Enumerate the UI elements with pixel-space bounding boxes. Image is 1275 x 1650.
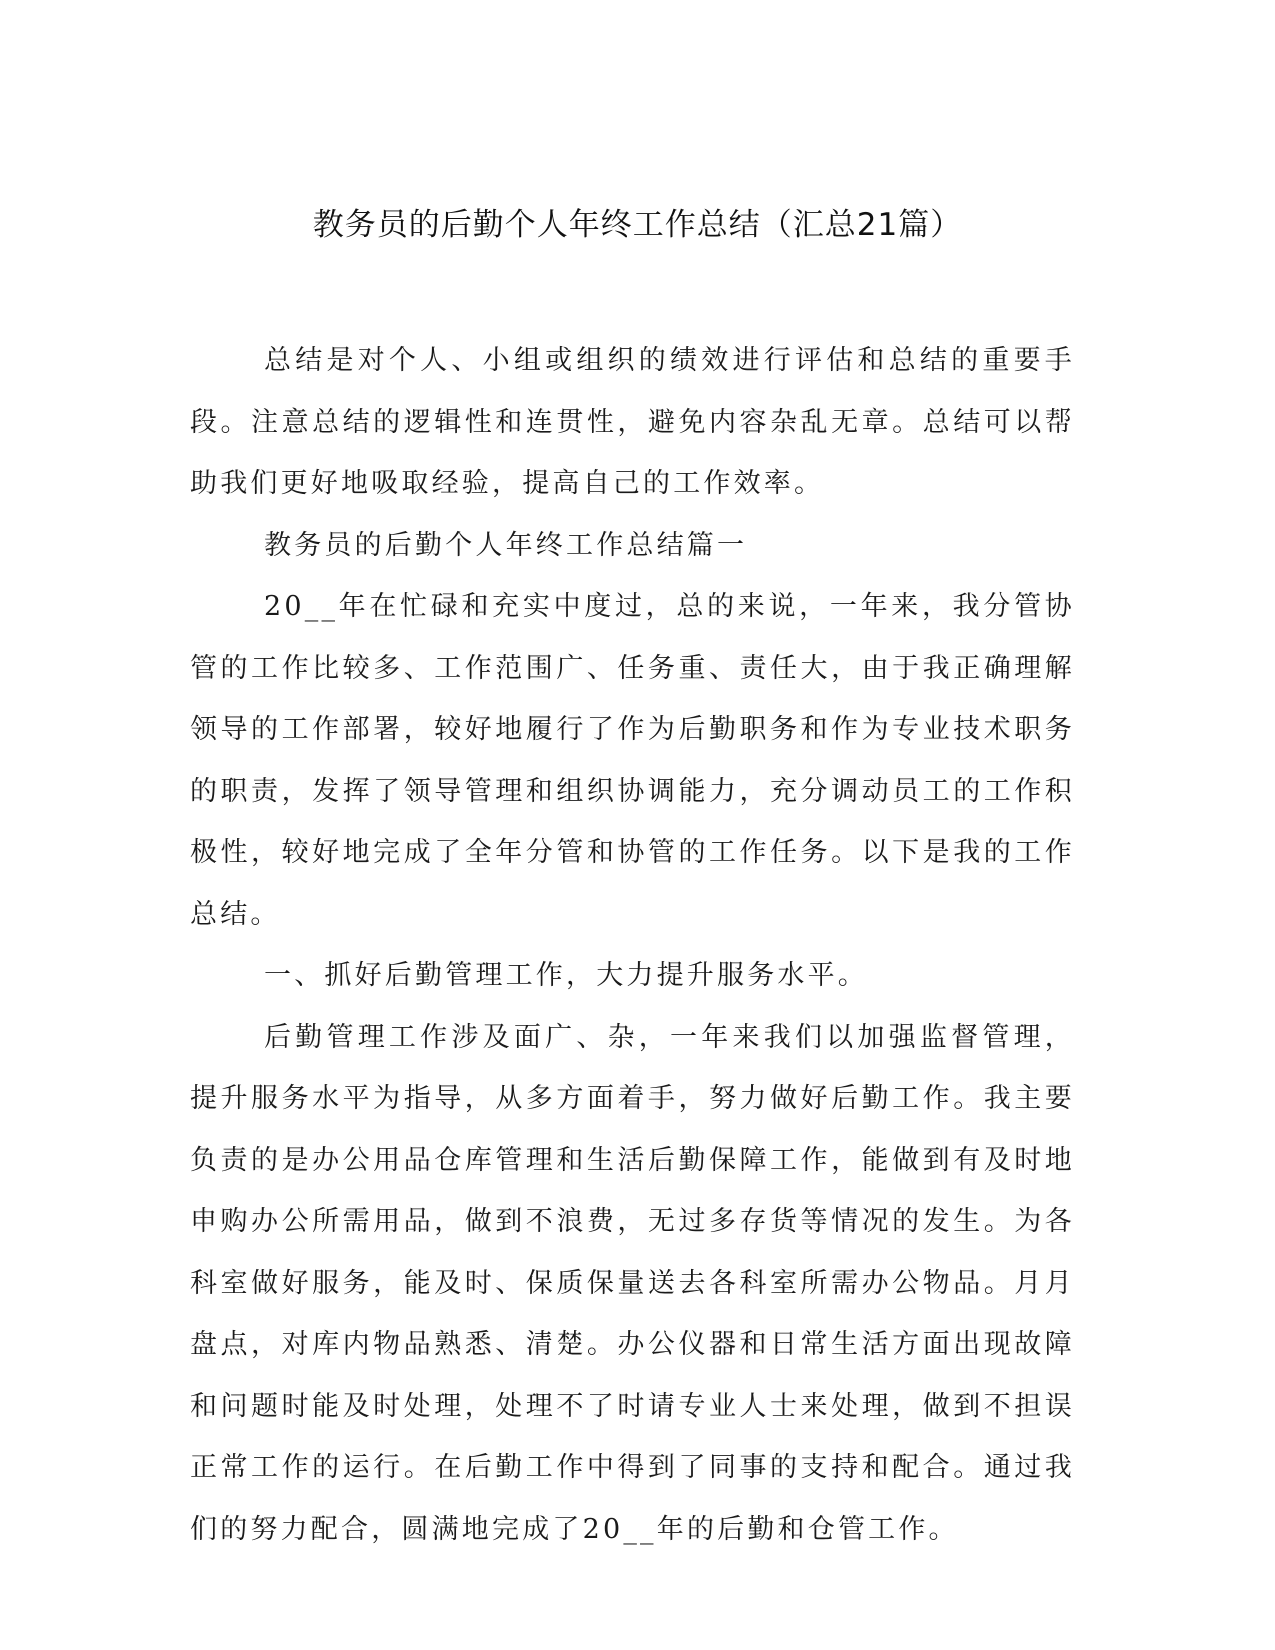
subsection-heading: 一、抓好后勤管理工作，大力提升服务水平。 <box>264 960 868 991</box>
section-heading: 教务员的后勤个人年终工作总结篇一 <box>264 529 748 561</box>
paragraph-overview: 20__年在忙碌和充实中度过，总的来说，一年来，我分管协管的工作比较多、工作范围广、任务重、责任大，由于我正确理解领导的工作部署，较好地履行了作为后勤职务和作为专业技术职务的职责，发挥了领导管理和组织协调能力，充分调动员工的工作积极性，较好地完成了全年分管和协管的工作任务。以下是我的工作总结。 <box>190 591 1075 930</box>
paragraph-details: 后勤管理工作涉及面广、杂，一年来我们以加强监督管理，提升服务水平为指导，从多方面着手，努力做好后勤工作。我主要负责的是办公用品仓库管理和生活后勤保障工作，能做到有及时地申购办公所需用品，做到不浪费，无过多存货等情况的发生。为各科室做好服务，能及时、保质保量送去各科室所需办公物品。月月盘点，对库内物品熟悉、清楚。办公仪器和日常生活方面出现故障和问题时能及时处理，处理不了时请专业人士来处理，做到不担误正常工作的运行。在后勤工作中得到了同事的支持和配合。通过我们的努力配合，圆满地完成了20__年的后勤和仓管工作。 <box>190 1021 1075 1545</box>
document-title: 教务员的后勤个人年终工作总结（汇总21篇） <box>312 207 963 243</box>
paragraph-intro: 总结是对个人、小组或组织的绩效进行评估和总结的重要手段。注意总结的逻辑性和连贯性，避免内容杂乱无章。总结可以帮助我们更好地吸取经验，提高自己的工作效率。 <box>190 345 1075 499</box>
document-body <box>190 330 1075 1560</box>
